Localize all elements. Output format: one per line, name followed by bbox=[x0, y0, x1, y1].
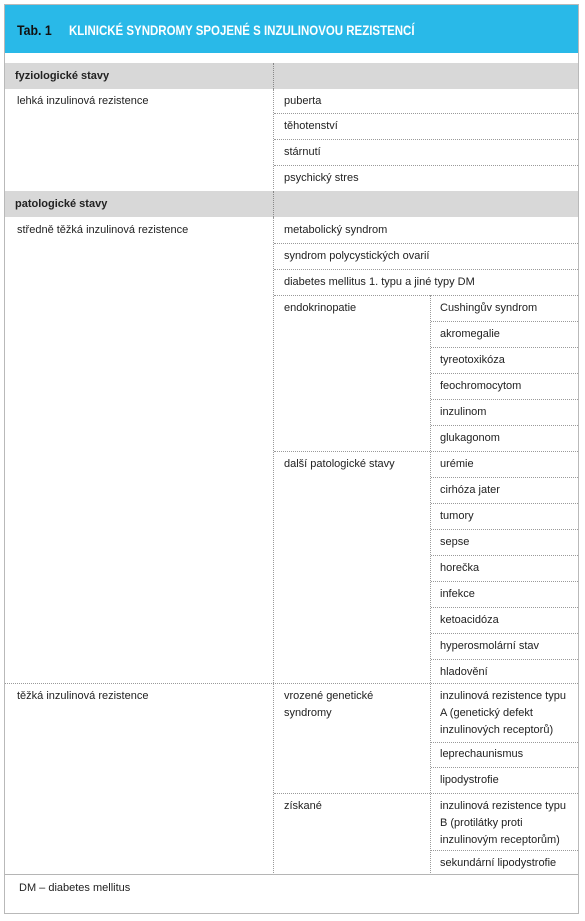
list-item: akromegalie bbox=[440, 328, 500, 340]
list-item: puberta bbox=[284, 95, 322, 107]
list-item: inzulinom bbox=[440, 406, 487, 418]
list-item: inzulinová rezistence typu B (protilátky proti inzulinovým receptorům) bbox=[440, 800, 566, 846]
list-item: diabetes mellitus 1. typu a jiné typy DM bbox=[284, 276, 475, 288]
subgroup-label: další patologické stavy bbox=[284, 458, 395, 470]
list-item: lipodystrofie bbox=[440, 774, 499, 786]
table-title-bar bbox=[5, 5, 578, 53]
list-item: těhotenství bbox=[284, 120, 338, 132]
list-item: ketoacidóza bbox=[440, 614, 499, 626]
group-label: lehká inzulinová rezistence bbox=[17, 95, 149, 107]
group-label: těžká inzulinová rezistence bbox=[17, 690, 149, 702]
table-title: KLINICKÉ SYNDROMY SPOJENÉ S INZULINOVOU REZISTENCÍ bbox=[69, 22, 415, 38]
list-item: hladovění bbox=[440, 666, 488, 678]
list-item: inzulinová rezistence typu A (genetický defekt inzulinových receptorů) bbox=[440, 690, 566, 736]
group-label: středně těžká inzulinová rezistence bbox=[17, 224, 189, 236]
subgroup-label: endokrinopatie bbox=[284, 302, 357, 314]
section-heading: fyziologické stavy bbox=[15, 70, 110, 82]
list-item: sepse bbox=[440, 536, 470, 548]
section-heading: patologické stavy bbox=[15, 198, 108, 210]
section-header-physiological bbox=[5, 63, 578, 89]
list-item: leprechaunismus bbox=[440, 748, 524, 760]
list-item: hyperosmolární stav bbox=[440, 640, 540, 652]
list-item: syndrom polycystických ovarií bbox=[284, 250, 430, 262]
list-item: feochromocytom bbox=[440, 380, 522, 392]
list-item: tyreotoxikóza bbox=[440, 354, 505, 366]
list-item: sekundární lipodystrofie bbox=[440, 857, 557, 869]
list-item: Cushingův syndrom bbox=[440, 302, 538, 314]
table-number: Tab. 1 bbox=[17, 22, 52, 38]
section-header-pathological bbox=[5, 191, 578, 217]
list-item: tumory bbox=[440, 510, 474, 522]
table-frame bbox=[4, 4, 579, 914]
list-item: infekce bbox=[440, 588, 475, 600]
list-item: urémie bbox=[440, 458, 474, 470]
subgroup-label: vrozené genetické syndromy bbox=[284, 690, 374, 719]
list-item: horečka bbox=[440, 562, 480, 574]
list-item: psychický stres bbox=[284, 172, 359, 184]
list-item: stárnutí bbox=[284, 146, 321, 158]
table-footnote: DM – diabetes mellitus bbox=[19, 882, 131, 894]
subgroup-label: získané bbox=[284, 800, 322, 812]
list-item: metabolický syndrom bbox=[284, 224, 388, 236]
list-item: cirhóza jater bbox=[440, 484, 500, 496]
list-item: glukagonom bbox=[440, 432, 500, 444]
